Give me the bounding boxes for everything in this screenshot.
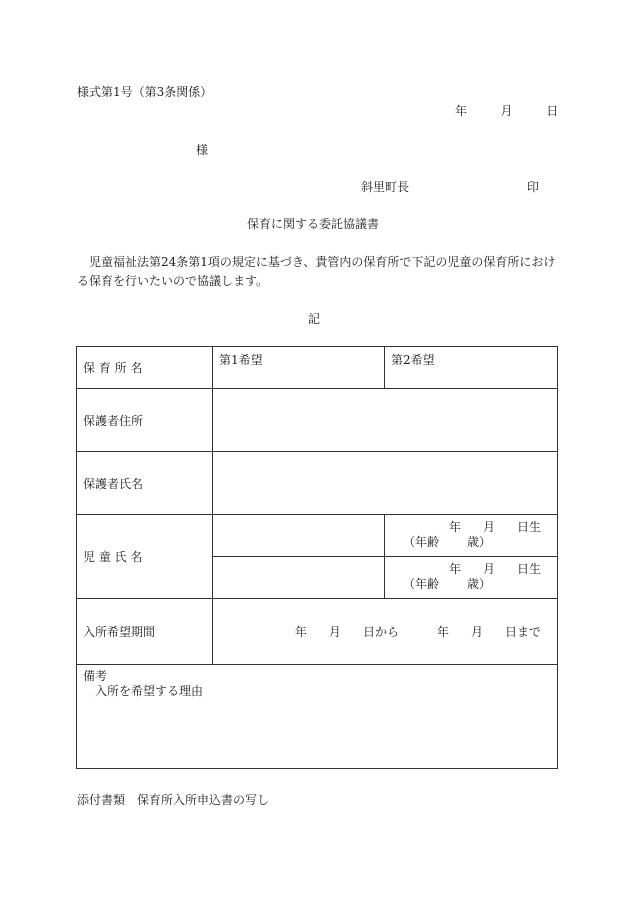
sender-name: 斜里町長 — [361, 180, 410, 194]
child-name-field-1[interactable] — [213, 515, 385, 557]
period-month-to: 月 — [470, 625, 483, 639]
birth-day-label: 日生 — [516, 520, 541, 534]
guardian-name-label-text: 保護者氏名 — [83, 476, 144, 491]
birth-day-label: 日生 — [516, 562, 541, 576]
table-row — [77, 599, 558, 665]
period-year-to: 年 — [436, 625, 449, 639]
period-month-from: 月 — [328, 625, 341, 639]
guardian-name-field[interactable] — [213, 452, 558, 515]
period-field[interactable] — [213, 599, 558, 665]
ki-mark: 記 — [308, 312, 321, 326]
age-close-label: 歳） — [467, 535, 492, 549]
birth-month-label: 月 — [482, 520, 495, 534]
remarks-label: 備考 — [83, 669, 108, 683]
date-day: 日 — [546, 104, 559, 118]
second-choice-label: 第2希望 — [391, 353, 435, 367]
birth-month-label: 月 — [482, 562, 495, 576]
child-name-label-text: 児 童 氏 名 — [83, 550, 143, 564]
seal-mark: 印 — [527, 180, 540, 194]
guardian-address-field[interactable] — [213, 389, 558, 452]
guardian-address-label-text: 保護者住所 — [83, 413, 144, 428]
second-choice-cell[interactable] — [385, 347, 558, 389]
remarks-reason-label: 入所を希望する理由 — [95, 684, 204, 698]
nursery-name-label — [77, 347, 213, 389]
birthdate-age-cell-1[interactable] — [385, 515, 558, 557]
form-number: 様式第1号（第3条関係） — [77, 85, 213, 99]
table-row — [77, 347, 558, 389]
consultation-form-table — [76, 346, 558, 769]
addressee-suffix: 様 — [196, 143, 209, 157]
age-open-label: （年齢 — [403, 577, 440, 591]
birth-year-label: 年 — [448, 520, 461, 534]
date-line — [455, 104, 558, 118]
first-choice-label: 第1希望 — [219, 353, 263, 367]
first-choice-cell[interactable] — [213, 347, 385, 389]
period-label — [77, 599, 213, 665]
birth-year-label: 年 — [448, 562, 461, 576]
table-row — [77, 515, 558, 557]
age-open-label: （年齢 — [403, 535, 440, 549]
guardian-name-label — [77, 452, 213, 515]
period-until-label: 日まで — [504, 625, 541, 639]
table-row — [77, 389, 558, 452]
period-label-text: 入所希望期間 — [83, 625, 156, 639]
body-text: 児童福祉法第24条第1項の規定に基づき、貴管内の保育所で下記の児童の保育所における保育を行いたいので協議します。 — [77, 255, 556, 288]
age-close-label: 歳） — [467, 577, 492, 591]
birthdate-age-cell-2[interactable] — [385, 557, 558, 599]
date-year: 年 — [455, 104, 468, 118]
table-row — [77, 452, 558, 515]
child-name-label — [77, 515, 213, 599]
document-title: 保育に関する委託協議書 — [247, 217, 380, 231]
child-name-field-2[interactable] — [213, 557, 385, 599]
table-row — [77, 665, 558, 769]
period-from-label: 日から — [362, 625, 399, 639]
remarks-field[interactable] — [77, 665, 558, 769]
nursery-name-label-text: 保 育 所 名 — [83, 361, 143, 375]
guardian-address-label — [77, 389, 213, 452]
date-month: 月 — [500, 104, 513, 118]
period-year-from: 年 — [294, 625, 307, 639]
attachment-note: 添付書類 保育所入所申込書の写し — [77, 793, 270, 807]
